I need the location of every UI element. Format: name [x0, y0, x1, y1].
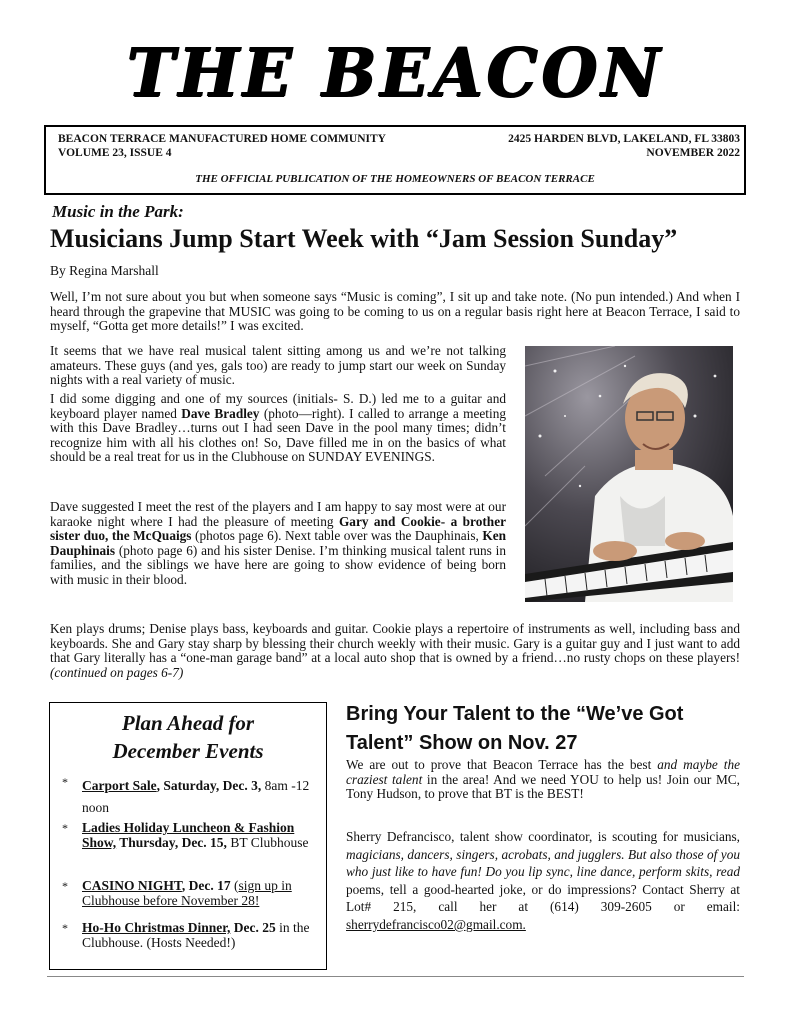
ken-dauphinais-name: Ken Dauphinais: [50, 528, 506, 558]
talent-paragraph-1: We are out to prove that Beacon Terrace has the best and maybe the craziest talent in the area! And we need YOU to help us! Join our MC, Tony Hudson, to prove that BT is the BEST!: [346, 757, 740, 802]
community-name: BEACON TERRACE MANUFACTURED HOME COMMUNITY: [58, 133, 386, 145]
mcquaigs-name: Gary and Cookie- a brother sister duo, the McQuaigs: [50, 513, 506, 544]
publication-info-box: [44, 125, 746, 195]
article-byline: By Regina Marshall: [50, 263, 159, 278]
article-paragraph-4: Dave suggested I meet the rest of the players and I am happy to say most were at our karaoke night where I had the pleasure of meeting Gary and Cookie- a brother sister duo, the McQuaigs (photos page 6). Next table over was the Dauphinais, Ken Dauphinais (photo page 6) and his sister Denise. I’m thinking musical talent runs in families, and the siblings we have here are going to show evidence of being born with music in their blood.: [50, 499, 506, 587]
talent-paragraph-2: Sherry Defrancisco, talent show coordinator, is scouting for musicians, magicians, dancers, singers, acrobats, and jugglers. But also those of you who just like to have fun! Do you lip sync, line dance, perform skits, read poems, tell a good-hearted joke, or do impressions? Contact Sherry at Lot# 215, call her at (614) 309-2605 or email: sherrydefrancisco02@gmail.com.: [346, 829, 740, 932]
address: 2425 HARDEN BLVD, LAKELAND, FL 33803: [508, 133, 740, 145]
musician-photo: [525, 346, 733, 602]
carport-sale-link[interactable]: Carport Sale: [82, 778, 157, 793]
continued-note: (continued on pages 6-7): [50, 664, 184, 680]
sherry-email-link[interactable]: sherrydefrancisco02@gmail.com.: [346, 916, 526, 932]
talent-show-headline: Bring Your Talent to the “We’ve Got Talent” Show on Nov. 27: [346, 703, 684, 754]
newsletter-masthead: THE BEACON: [127, 34, 664, 113]
footer-divider: [47, 976, 744, 977]
events-box-title: Plan Ahead for December Events: [112, 711, 264, 763]
article-paragraph-3: I did some digging and one of my sources (initials- S. D.) led me to a guitar and keyboard player named Dave Bradley (photo—right). I called to arrange a meeting with this Dave Bradley…turns out I had seen Dave in the pool many times; didn’t recognize him with all his clothes on! So, Dave filled me in on the basics of what should be a real treat for us in the Clubhouse on SUNDAY EVENINGS.: [50, 391, 506, 465]
article-paragraph-2: It seems that we have real musical talent sitting among us and we’re not talking amateurs. These guys (and yes, gals too) are ready to jump start our week on Sunday nights with a real variety of music.: [50, 343, 506, 388]
tagline: THE OFFICIAL PUBLICATION OF THE HOMEOWNERS OF BEACON TERRACE: [195, 173, 595, 185]
volume-issue: VOLUME 23, ISSUE 4: [58, 147, 172, 159]
casino-signup-link[interactable]: sign up in Clubhouse before November 28!: [82, 878, 292, 908]
december-events-box: Plan Ahead for December Events * Carport Sale, Saturday, Dec. 3, 8am -12 noon * Ladies Holiday Luncheon & Fashion Show, Thursday, Dec. 15, BT Clubhouse * CASINO NIGHT, Dec. 17 (sign up in Clubhouse before November 28! * Ho-Ho Christmas Dinner, Dec. 25 in the Clubhouse. (Hosts Needed!): [49, 702, 327, 970]
casino-night-link[interactable]: CASINO NIGHT: [82, 878, 182, 893]
bullet-icon: *: [62, 821, 68, 835]
christmas-dinner-link[interactable]: Ho-Ho Christmas Dinner,: [82, 920, 231, 935]
article-kicker: Music in the Park:: [52, 202, 184, 221]
article-paragraph-1: Well, I’m not sure about you but when someone says “Music is coming”, I sit up and take note. (No pun intended.) And when I heard through the grapevine that MUSIC was going to be coming to us on a regular basis right here at Beacon Terrace, I said to myself, “Gotta get more details!” I was excited.: [50, 289, 740, 334]
ladies-luncheon-link[interactable]: Ladies Holiday Luncheon & Fashion Show,: [82, 820, 295, 850]
bullet-icon: *: [62, 879, 68, 893]
dave-bradley-name: Dave Bradley: [181, 405, 260, 421]
bullet-icon: *: [62, 921, 68, 935]
article-paragraph-5: Ken plays drums; Denise plays bass, keyboards and guitar. Cookie plays a repertoire of instruments as well, including bass and keyboards. She and Gary stay sharp by blessing their church weekly with their music. Gary is a guitar guy and I just want to add that Gary literally has a “one-man garage band” at a local auto shop that is owned by a friend…no rusty chops on these players! (continued on pages 6-7): [50, 621, 740, 680]
musician-photo-image: [525, 346, 733, 602]
bullet-icon: *: [62, 775, 68, 789]
issue-date: NOVEMBER 2022: [646, 147, 740, 159]
article-headline: Musicians Jump Start Week with “Jam Session Sunday”: [50, 224, 678, 253]
